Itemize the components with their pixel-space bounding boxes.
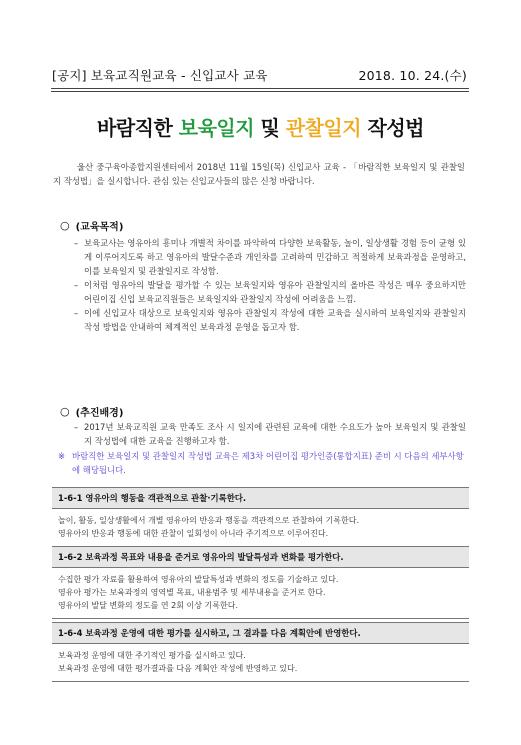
reference-mark-icon: ※ xyxy=(58,451,66,461)
indicator-body xyxy=(52,568,469,618)
title-part-3: 및 xyxy=(254,116,286,140)
section-purpose-title: (교육목적) xyxy=(75,222,124,233)
indicator-heading: 1-6-2 보육과정 목표와 내용을 준거로 영유아의 발달특성과 변화를 평가한다. xyxy=(52,547,469,568)
section-purpose-heading xyxy=(60,218,123,233)
circle-bullet-icon: ○ xyxy=(60,219,70,232)
indicator-line: 영유아의 반응과 행동에 대한 관찰이 일회성이 아니라 주기적으로 이루어진다. xyxy=(58,529,329,538)
intro-paragraph: 울산 중구육아종합지원센터에서 2018년 11월 15일(목) 신입교사 교육 - 「바람직한 보육일지 및 관찰일지 작성법」을 실시합니다. 관심 있는 신입교사들의 많은 신청 바랍니다. xyxy=(53,162,465,186)
notice-date: 2018. 10. 24.(수) xyxy=(358,68,467,83)
notice-label: [공지] 보육교직원교육 - 신입교사 교육 xyxy=(52,68,268,83)
notice-header xyxy=(52,64,467,84)
indicator-line: 놀이, 활동, 일상생활에서 개별 영유아의 반응과 행동을 객관적으로 관찰하여 기록한다. xyxy=(58,516,359,525)
accreditation-note xyxy=(58,449,468,477)
indicator-line: 보육과정 운영에 대한 주기적인 평가를 실시하고 있다. xyxy=(58,651,246,660)
dash-icon: – xyxy=(74,422,79,432)
indicator-heading: 1-6-1 영유아의 행동을 객관적으로 관찰·기록한다. xyxy=(52,488,469,509)
indicator-line: 수집한 평가 자료를 활용하여 영유아의 발달특성과 변화의 정도를 기술하고 있다. xyxy=(58,575,339,584)
dash-icon: – xyxy=(74,308,79,318)
section-background-title: (추진배경) xyxy=(75,408,124,419)
title-part-5: 작성법 xyxy=(361,116,424,140)
section-purpose-list xyxy=(74,236,466,334)
list-item: – 보육교사는 영유아의 흥미나 개별적 차이를 파악하여 다양한 보육활동, 놀이, 일상생활 경험 등이 균형 있게 이루어지도록 하고 영유아의 발달수준과 개인차를 고려하여 민감하고 적절하게 보육과정을 운영하고, 이를 보육일지 및 관찰일지로 작성함. xyxy=(74,238,466,276)
document-title xyxy=(0,112,521,141)
indicator-heading: 1-6-4 보육과정 운영에 대한 평가를 실시하고, 그 결과를 다음 계획안에 반영한다. xyxy=(52,623,469,644)
dash-icon: – xyxy=(74,238,79,248)
list-item: – 2017년 보육교직원 교육 만족도 조사 시 일지에 관련된 교육에 대한 수요도가 높아 보육일지 및 관찰일지 작성법에 대한 교육을 진행하고자 함. xyxy=(74,422,466,446)
title-part-1: 바람직한 xyxy=(97,116,179,140)
indicator-box-1-6-4 xyxy=(52,622,469,682)
dash-icon: – xyxy=(74,280,79,290)
header-rule-top xyxy=(51,88,469,89)
indicator-box-1-6-1 xyxy=(52,487,469,547)
list-item: – 이처럼 영유아의 발달을 평가할 수 있는 보육일지와 영유아 관찰일지의 올바른 작성은 매우 중요하지만 어린이집 신입 보육교직원들은 보육일지와 관찰일지 작성에 어려움을 느낌. xyxy=(74,280,466,304)
indicator-line: 영유아의 발달 변화의 정도를 연 2회 이상 기록한다. xyxy=(58,601,238,610)
title-daily-journal: 보육일지 xyxy=(178,116,255,140)
section-background-list xyxy=(74,420,466,448)
indicator-line: 영유아 평가는 보육과정의 영역별 목표, 내용범주 및 세부내용을 준거로 한다. xyxy=(58,588,326,597)
section-background-heading xyxy=(60,404,123,419)
title-observation-journal: 관찰일지 xyxy=(285,116,362,140)
accreditation-note-text: 바람직한 보육일지 및 관찰일지 작성법 교육은 제3차 어린이집 평가인증(통합지표) 준비 시 다음의 세부사항에 해당됩니다. xyxy=(72,451,464,475)
indicator-body xyxy=(52,644,469,681)
indicator-body xyxy=(52,509,469,546)
indicator-line: 보육과정 운영에 대한 평가결과를 다음 계획안 작성에 반영하고 있다. xyxy=(58,664,298,673)
list-item: – 이에 신입교사 대상으로 보육일지와 영유아 관찰일지 작성에 대한 교육을 실시하여 보육일지와 관찰일지 작성 방법을 안내하여 체계적인 보육과정 운영을 돕고자 함. xyxy=(74,308,466,332)
indicator-box-1-6-2 xyxy=(52,546,469,619)
circle-bullet-icon: ○ xyxy=(60,405,70,418)
header-rule-bottom xyxy=(51,91,469,92)
